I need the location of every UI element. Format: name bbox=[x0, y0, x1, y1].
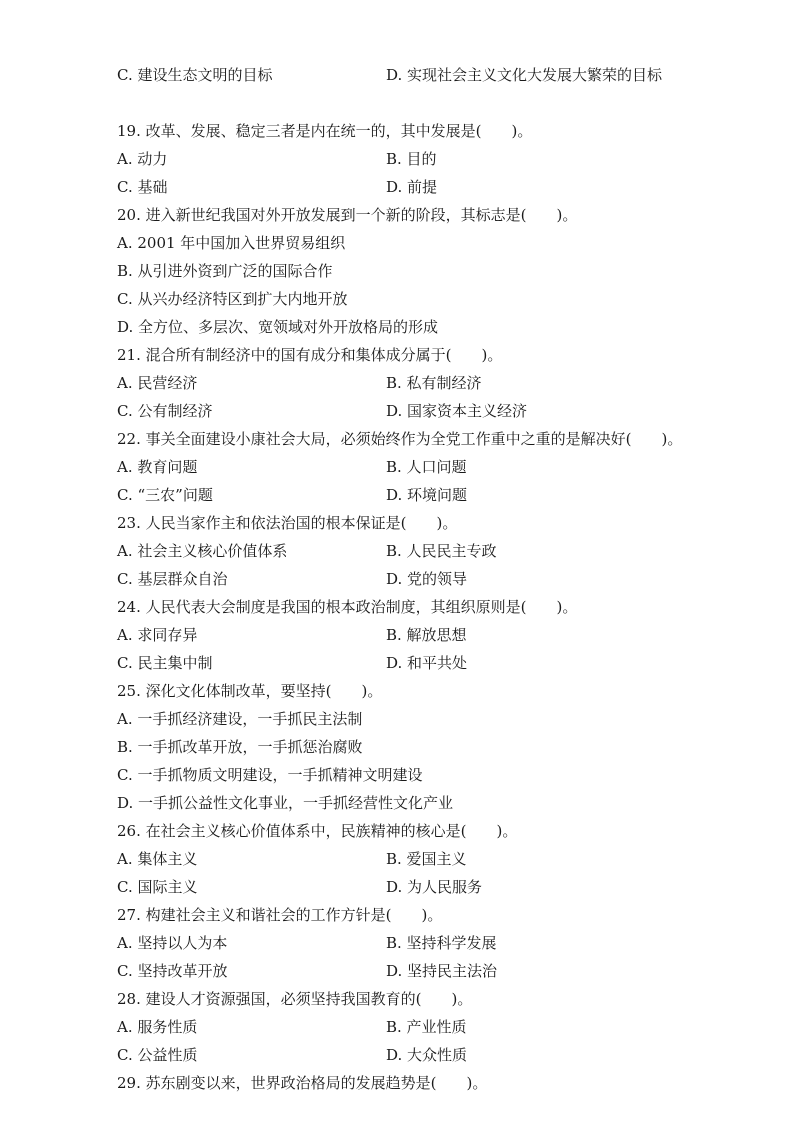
option-right: B. 人民民主专政 bbox=[386, 542, 497, 560]
option-row bbox=[0, 565, 800, 593]
option-text: B. 一手抓改革开放，一手抓惩治腐败 bbox=[117, 738, 363, 756]
option-line bbox=[0, 285, 800, 313]
option-right: B. 产业性质 bbox=[386, 1018, 467, 1036]
option-right: D. 和平共处 bbox=[386, 654, 468, 672]
option-right: D. 环境问题 bbox=[386, 486, 468, 504]
question-stem bbox=[0, 509, 800, 537]
option-left: C. 公益性质 bbox=[117, 1046, 198, 1064]
option-left: A. 坚持以人为本 bbox=[117, 934, 228, 952]
option-row bbox=[0, 61, 800, 89]
option-right: B. 解放思想 bbox=[386, 626, 467, 644]
option-left: A. 教育问题 bbox=[117, 458, 198, 476]
option-row bbox=[0, 929, 800, 957]
option-row bbox=[0, 481, 800, 509]
question-text: 27. 构建社会主义和谐社会的工作方针是( )。 bbox=[117, 906, 443, 924]
option-right: B. 私有制经济 bbox=[386, 374, 482, 392]
option-left: A. 社会主义核心价值体系 bbox=[117, 542, 288, 560]
option-left: A. 求同存异 bbox=[117, 626, 198, 644]
option-left: C. “三农”问题 bbox=[117, 486, 213, 504]
option-row bbox=[0, 369, 800, 397]
option-row bbox=[0, 145, 800, 173]
question-text: 29. 苏东剧变以来，世界政治格局的发展趋势是( )。 bbox=[117, 1074, 488, 1092]
option-right: D. 党的领导 bbox=[386, 570, 468, 588]
option-left: C. 基层群众自治 bbox=[117, 570, 228, 588]
option-right: B. 人口问题 bbox=[386, 458, 467, 476]
option-row bbox=[0, 873, 800, 901]
question-text: 22. 事关全面建设小康社会大局，必须始终作为全党工作重中之重的是解决好( )。 bbox=[117, 430, 683, 448]
question-text: 25. 深化文化体制改革，要坚持( )。 bbox=[117, 682, 383, 700]
option-row bbox=[0, 957, 800, 985]
option-row bbox=[0, 1041, 800, 1069]
option-right: B. 爱国主义 bbox=[386, 850, 467, 868]
option-text: C. 从兴办经济特区到扩大内地开放 bbox=[117, 290, 348, 308]
question-stem bbox=[0, 425, 800, 453]
question-stem bbox=[0, 117, 800, 145]
option-line bbox=[0, 789, 800, 817]
option-row bbox=[0, 621, 800, 649]
option-row bbox=[0, 397, 800, 425]
option-line bbox=[0, 761, 800, 789]
option-left: A. 集体主义 bbox=[117, 850, 198, 868]
question-text: 21. 混合所有制经济中的国有成分和集体成分属于( )。 bbox=[117, 346, 503, 364]
option-text: A. 2001 年中国加入世界贸易组织 bbox=[117, 234, 346, 252]
option-row bbox=[0, 537, 800, 565]
option-text: D. 一手抓公益性文化事业，一手抓经营性文化产业 bbox=[117, 794, 454, 812]
option-line bbox=[0, 313, 800, 341]
option-row bbox=[0, 173, 800, 201]
option-line bbox=[0, 733, 800, 761]
option-left: C. 公有制经济 bbox=[117, 402, 213, 420]
question-stem bbox=[0, 1069, 800, 1097]
option-right: D. 坚持民主法治 bbox=[386, 962, 498, 980]
option-text: C. 一手抓物质文明建设，一手抓精神文明建设 bbox=[117, 766, 423, 784]
question-stem bbox=[0, 817, 800, 845]
option-right: D. 大众性质 bbox=[386, 1046, 468, 1064]
option-text: D. 全方位、多层次、宽领域对外开放格局的形成 bbox=[117, 318, 439, 336]
option-right: B. 目的 bbox=[386, 150, 437, 168]
option-row bbox=[0, 649, 800, 677]
option-line bbox=[0, 257, 800, 285]
question-stem bbox=[0, 201, 800, 229]
option-right: B. 坚持科学发展 bbox=[386, 934, 497, 952]
option-text: B. 从引进外资到广泛的国际合作 bbox=[117, 262, 333, 280]
option-row bbox=[0, 1013, 800, 1041]
option-left: C. 国际主义 bbox=[117, 878, 198, 896]
option-left: C. 坚持改革开放 bbox=[117, 962, 228, 980]
question-text: 19. 改革、发展、稳定三者是内在统一的，其中发展是( )。 bbox=[117, 122, 533, 140]
question-stem bbox=[0, 677, 800, 705]
option-left: A. 动力 bbox=[117, 150, 168, 168]
question-stem bbox=[0, 593, 800, 621]
question-stem bbox=[0, 341, 800, 369]
question-stem bbox=[0, 901, 800, 929]
option-line bbox=[0, 705, 800, 733]
option-right: D. 前提 bbox=[386, 178, 438, 196]
option-row bbox=[0, 453, 800, 481]
option-right: D. 实现社会主义文化大发展大繁荣的目标 bbox=[386, 66, 663, 84]
option-right: D. 国家资本主义经济 bbox=[386, 402, 528, 420]
option-left: C. 建设生态文明的目标 bbox=[117, 66, 273, 84]
question-text: 24. 人民代表大会制度是我国的根本政治制度，其组织原则是( )。 bbox=[117, 598, 578, 616]
question-stem bbox=[0, 985, 800, 1013]
question-text: 23. 人民当家作主和依法治国的根本保证是( )。 bbox=[117, 514, 458, 532]
question-text: 20. 进入新世纪我国对外开放发展到一个新的阶段，其标志是( )。 bbox=[117, 206, 578, 224]
option-left: C. 民主集中制 bbox=[117, 654, 213, 672]
option-right: D. 为人民服务 bbox=[386, 878, 483, 896]
question-text: 28. 建设人才资源强国，必须坚持我国教育的( )。 bbox=[117, 990, 473, 1008]
option-line bbox=[0, 229, 800, 257]
option-left: A. 民营经济 bbox=[117, 374, 198, 392]
option-left: A. 服务性质 bbox=[117, 1018, 198, 1036]
option-text: A. 一手抓经济建设，一手抓民主法制 bbox=[117, 710, 363, 728]
question-text: 26. 在社会主义核心价值体系中，民族精神的核心是( )。 bbox=[117, 822, 518, 840]
option-left: C. 基础 bbox=[117, 178, 168, 196]
option-row bbox=[0, 845, 800, 873]
